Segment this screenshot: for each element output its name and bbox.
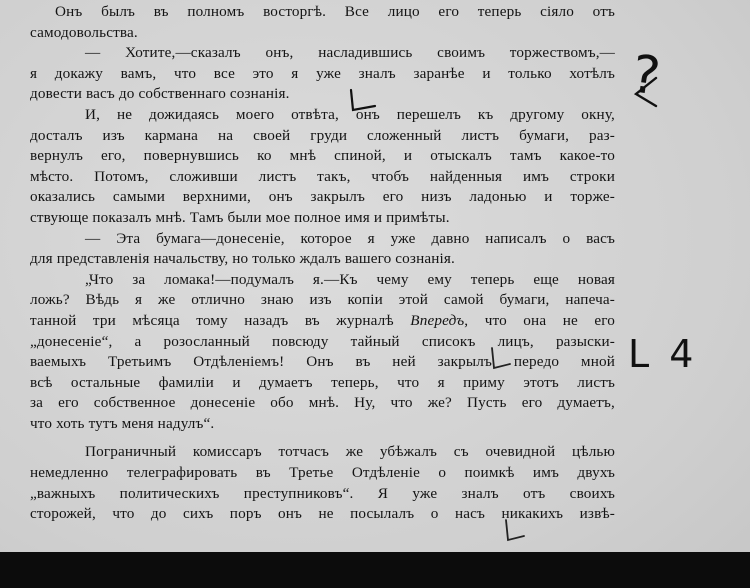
paragraph	[30, 2, 615, 43]
check-mark-icon	[345, 88, 379, 116]
text-line: ствующе показалъ мнѣ. Тамъ были мое полное имя и примѣты.	[30, 208, 450, 226]
text-line: танной три мѣсяца тому назадъ въ журналѣ Впередъ, что она не его	[30, 311, 615, 329]
text-line: досталъ изъ кармана на своей груди сложенный листъ бумаги, раз-	[30, 126, 615, 144]
margin-l4-mark: L 4	[628, 332, 698, 376]
text-line: я докажу вамъ, что все это я уже зналъ заранѣе и только хотѣлъ	[30, 64, 615, 82]
text-line: — Хотите,—сказалъ онъ, насладившись своимъ торжествомъ,—	[85, 44, 615, 62]
text-line: довести васъ до собственнаго сознанія.	[30, 85, 290, 103]
scan-edge-shadow	[0, 552, 750, 588]
paragraph	[30, 270, 615, 435]
text-line: „донесеніе“, а розосланный повсюду тайный списокъ лицъ, разыски-	[30, 332, 615, 350]
body-text	[30, 2, 615, 525]
text-line: — Эта бумага—донесеніе, которое я уже давно написалъ о васъ	[85, 229, 615, 247]
text-line: оказались самыми верхними, онъ закрылъ его низъ ладонью и торже-	[30, 188, 615, 206]
text-line: вернулъ его, повернувшись ко мнѣ спиной, и отыскалъ тамъ какое-то	[30, 147, 615, 165]
paragraph	[30, 442, 615, 524]
text-line: всѣ остальные фамиліи и думаетъ теперь, что я приму этотъ листъ	[30, 373, 615, 391]
text-line: сторожей, что до сихъ поръ онъ не посылалъ о насъ никакихъ извѣ-	[30, 505, 615, 523]
text-line: немедленно телеграфировать въ Третье Отдѣленіе о поимкѣ имъ двухъ	[30, 464, 615, 482]
check-mark-icon	[498, 518, 528, 544]
margin-question-mark: ?	[627, 44, 664, 108]
check-mark-icon	[484, 346, 514, 372]
paragraph	[30, 105, 615, 229]
text-line: И, не дожидаясь моего отвѣта, онъ перешелъ къ другому окну,	[85, 105, 615, 123]
text-line: ваемыхъ Третьимъ Отдѣленіемъ! Онъ въ ней закрылъ передо мной	[30, 353, 615, 371]
text-line: Пограничный комиссаръ тотчасъ же убѣжалъ съ очевидной цѣлью	[85, 443, 615, 461]
text-line: „важныхъ политическихъ преступниковъ“. Я уже зналъ отъ своихъ	[30, 484, 615, 502]
text-line: за его собственное донесеніе обо мнѣ. Ну, что же? Пусть его думаетъ,	[30, 394, 615, 412]
paragraph	[30, 229, 615, 270]
text-line: для представленія начальству, но только ждалъ вашего сознанія.	[30, 250, 455, 268]
text-line: мѣсто. Потомъ, сложивши листъ такъ, чтобъ найденныя имъ строки	[30, 167, 615, 185]
text-line: самодовольства.	[30, 23, 138, 41]
text-line: что хоть тутъ меня надулъ“.	[30, 414, 215, 432]
text-line: ложь? Вѣдь я же отлично знаю изъ копіи этой самой бумаги, напеча-	[30, 291, 615, 309]
text-line: Онъ былъ въ полномъ восторгѣ. Все лицо его теперь сіяло отъ	[55, 3, 615, 20]
paragraph	[30, 43, 615, 105]
journal-title: Впередъ	[410, 311, 465, 329]
text-line: „Что за ломака!—подумалъ я.—Къ чему ему теперь еще новая	[85, 270, 615, 288]
